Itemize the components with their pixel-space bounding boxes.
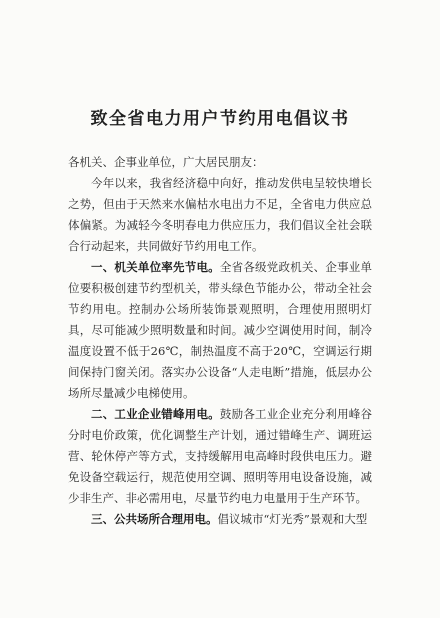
paragraph-lead: 一、机关单位率先节电。	[91, 260, 220, 274]
document-title: 致全省电力用户节约用电倡议书	[90, 109, 350, 129]
paragraph-lead: 三、公共场所合理用电。	[91, 512, 218, 526]
paragraph-intro	[68, 173, 372, 257]
paragraph-public-places	[68, 509, 372, 530]
paragraph-institutions	[68, 257, 372, 404]
document-body	[68, 152, 372, 530]
paragraph-text: 倡议城市“灯光秀”景观和大型	[217, 512, 368, 526]
paragraph-industry	[68, 404, 372, 509]
salutation: 各机关、企事业单位，广大居民朋友：	[68, 155, 264, 169]
paragraph-text: 全省各级党政机关、企事业单位要积极创建节约型机关，带头绿色节能办公，带动全社会节约用电。控制办公场所装饰景观照明，合理使用照明灯具，尽可能减少照明数量和时间。减少空调使用时间，制冷温度设置不低于26℃，制热温度不高于20℃，空调运行期间保持门窗关闭。落实办公设备“人走电断”措施，低层办公场所尽量减少电梯使用。	[68, 260, 372, 400]
paragraph-lead: 二、工业企业错峰用电。	[91, 407, 220, 421]
paragraph-text: 鼓励各工业企业充分利用峰谷分时电价政策，优化调整生产计划，通过错峰生产、调班运营、轮休停产等方式，支持缓解用电高峰时段供电压力。避免设备空载运行，规范使用空调、照明等用电设备设施，减少非生产、非必需用电，尽量节约电力电量用于生产环节。	[68, 407, 372, 505]
paragraph-text: 今年以来，我省经济稳中向好，推动发供电呈较快增长之势，但由于天然来水偏枯水电出力不足，全省电力供应总体偏紧。为减轻今冬明春电力供应压力，我们倡议全社会联合行动起来，共同做好节约用电工作。	[68, 176, 372, 253]
